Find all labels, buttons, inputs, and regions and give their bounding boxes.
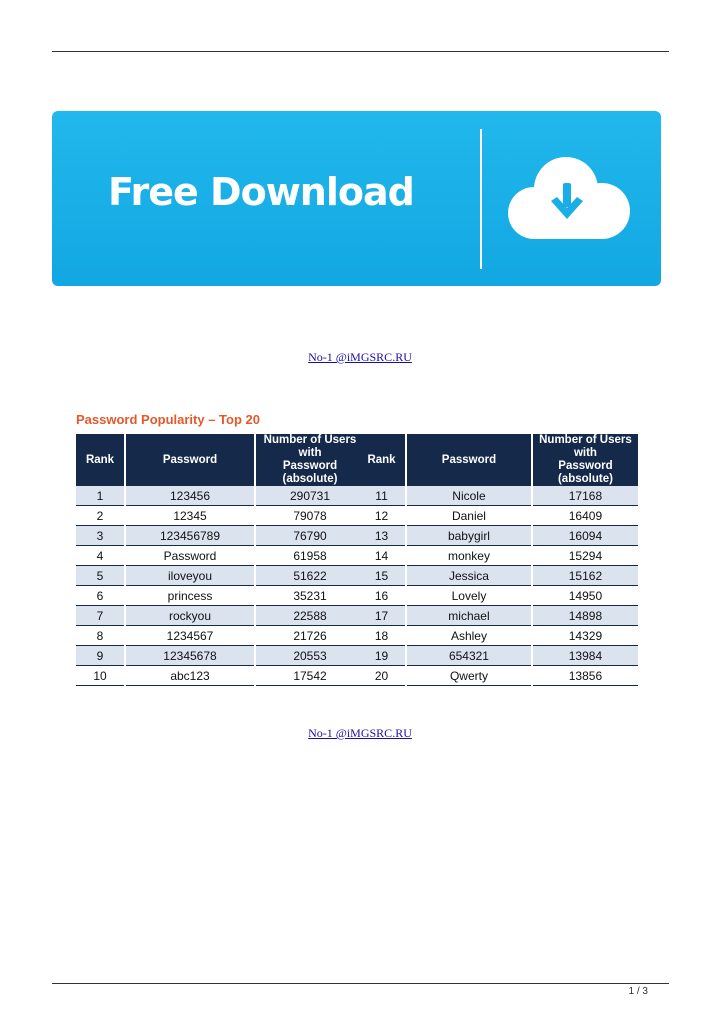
cell-password: 123456789 [125,526,255,546]
cell-rank: 3 [76,526,125,546]
table-row [76,526,364,546]
table-row [358,566,638,586]
cell-rank: 10 [76,666,125,686]
cell-rank: 14 [358,546,406,566]
imgsrc-link-top[interactable]: No-1 @iMGSRC.RU [308,350,412,364]
cell-rank: 5 [76,566,125,586]
cell-users: 14329 [532,626,638,646]
table-header-row [358,434,638,486]
cell-users: 15162 [532,566,638,586]
table-title: Password Popularity – Top 20 [76,412,260,427]
header-password: Password [125,434,255,486]
cell-rank: 9 [76,646,125,666]
cell-rank: 7 [76,606,125,626]
cell-users: 14898 [532,606,638,626]
table-row [358,546,638,566]
banner-divider [480,129,482,269]
table-row [358,486,638,506]
header-users-line1: Number of Users with [263,434,357,459]
cell-password: Jessica [406,566,532,586]
cell-rank: 20 [358,666,406,686]
password-table-right [358,434,638,686]
cell-users: 16409 [532,506,638,526]
cell-users: 17168 [532,486,638,506]
table-row [76,646,364,666]
table-row [358,626,638,646]
cell-users: 20553 [255,646,364,666]
cell-users: 76790 [255,526,364,546]
cell-users: 61958 [255,546,364,566]
table-row [76,486,364,506]
free-download-banner[interactable] [52,111,661,286]
table-row [76,606,364,626]
table-row [358,666,638,686]
cell-rank: 17 [358,606,406,626]
cell-rank: 13 [358,526,406,546]
header-users-line2: Password (absolute) [557,460,613,485]
cell-rank: 18 [358,626,406,646]
password-popularity-figure [76,410,638,683]
cell-password: michael [406,606,532,626]
cell-users: 35231 [255,586,364,606]
cell-rank: 2 [76,506,125,526]
table-row [358,646,638,666]
cell-users: 17542 [255,666,364,686]
table-row [358,506,638,526]
cell-rank: 11 [358,486,406,506]
cell-password: 654321 [406,646,532,666]
cell-users: 15294 [532,546,638,566]
imgsrc-link-bottom[interactable]: No-1 @iMGSRC.RU [308,726,412,740]
cell-password: Lovely [406,586,532,606]
cell-rank: 19 [358,646,406,666]
header-users [255,434,364,486]
header-rank: Rank [76,434,125,486]
table-row [76,586,364,606]
cell-rank: 16 [358,586,406,606]
cell-password: 12345 [125,506,255,526]
table-row [76,666,364,686]
cell-password: Password [125,546,255,566]
header-users-line1: Number of Users with [539,434,632,459]
cell-rank: 4 [76,546,125,566]
page-number: 1 / 3 [628,986,648,997]
table-header-row [76,434,364,486]
cell-users: 79078 [255,506,364,526]
cell-password: iloveyou [125,566,255,586]
cell-users: 290731 [255,486,364,506]
header-users-line2: Password (absolute) [282,460,338,485]
cell-password: 12345678 [125,646,255,666]
cloud-download-icon [504,153,632,243]
cell-password: Qwerty [406,666,532,686]
cell-password: Daniel [406,506,532,526]
table-row [76,566,364,586]
cell-password: Ashley [406,626,532,646]
cell-password: 123456 [125,486,255,506]
cell-rank: 12 [358,506,406,526]
cell-rank: 6 [76,586,125,606]
header-users [532,434,638,486]
table-row [358,586,638,606]
bottom-rule [52,983,669,984]
cell-users: 51622 [255,566,364,586]
cell-password: princess [125,586,255,606]
table-row [358,606,638,626]
cell-rank: 15 [358,566,406,586]
cell-rank: 1 [76,486,125,506]
cell-password: 1234567 [125,626,255,646]
cell-users: 16094 [532,526,638,546]
cell-users: 14950 [532,586,638,606]
table-row [76,546,364,566]
cell-users: 13984 [532,646,638,666]
cell-users: 21726 [255,626,364,646]
cell-password: Nicole [406,486,532,506]
banner-label: Free Download [108,170,414,214]
table-row [358,526,638,546]
cell-rank: 8 [76,626,125,646]
cell-password: monkey [406,546,532,566]
password-table-left [76,434,364,686]
cell-users: 22588 [255,606,364,626]
cell-password: abc123 [125,666,255,686]
top-rule [52,51,669,52]
header-rank: Rank [358,434,406,486]
cell-password: babygirl [406,526,532,546]
cell-users: 13856 [532,666,638,686]
cell-password: rockyou [125,606,255,626]
table-row [76,626,364,646]
table-row [76,506,364,526]
header-password: Password [406,434,532,486]
